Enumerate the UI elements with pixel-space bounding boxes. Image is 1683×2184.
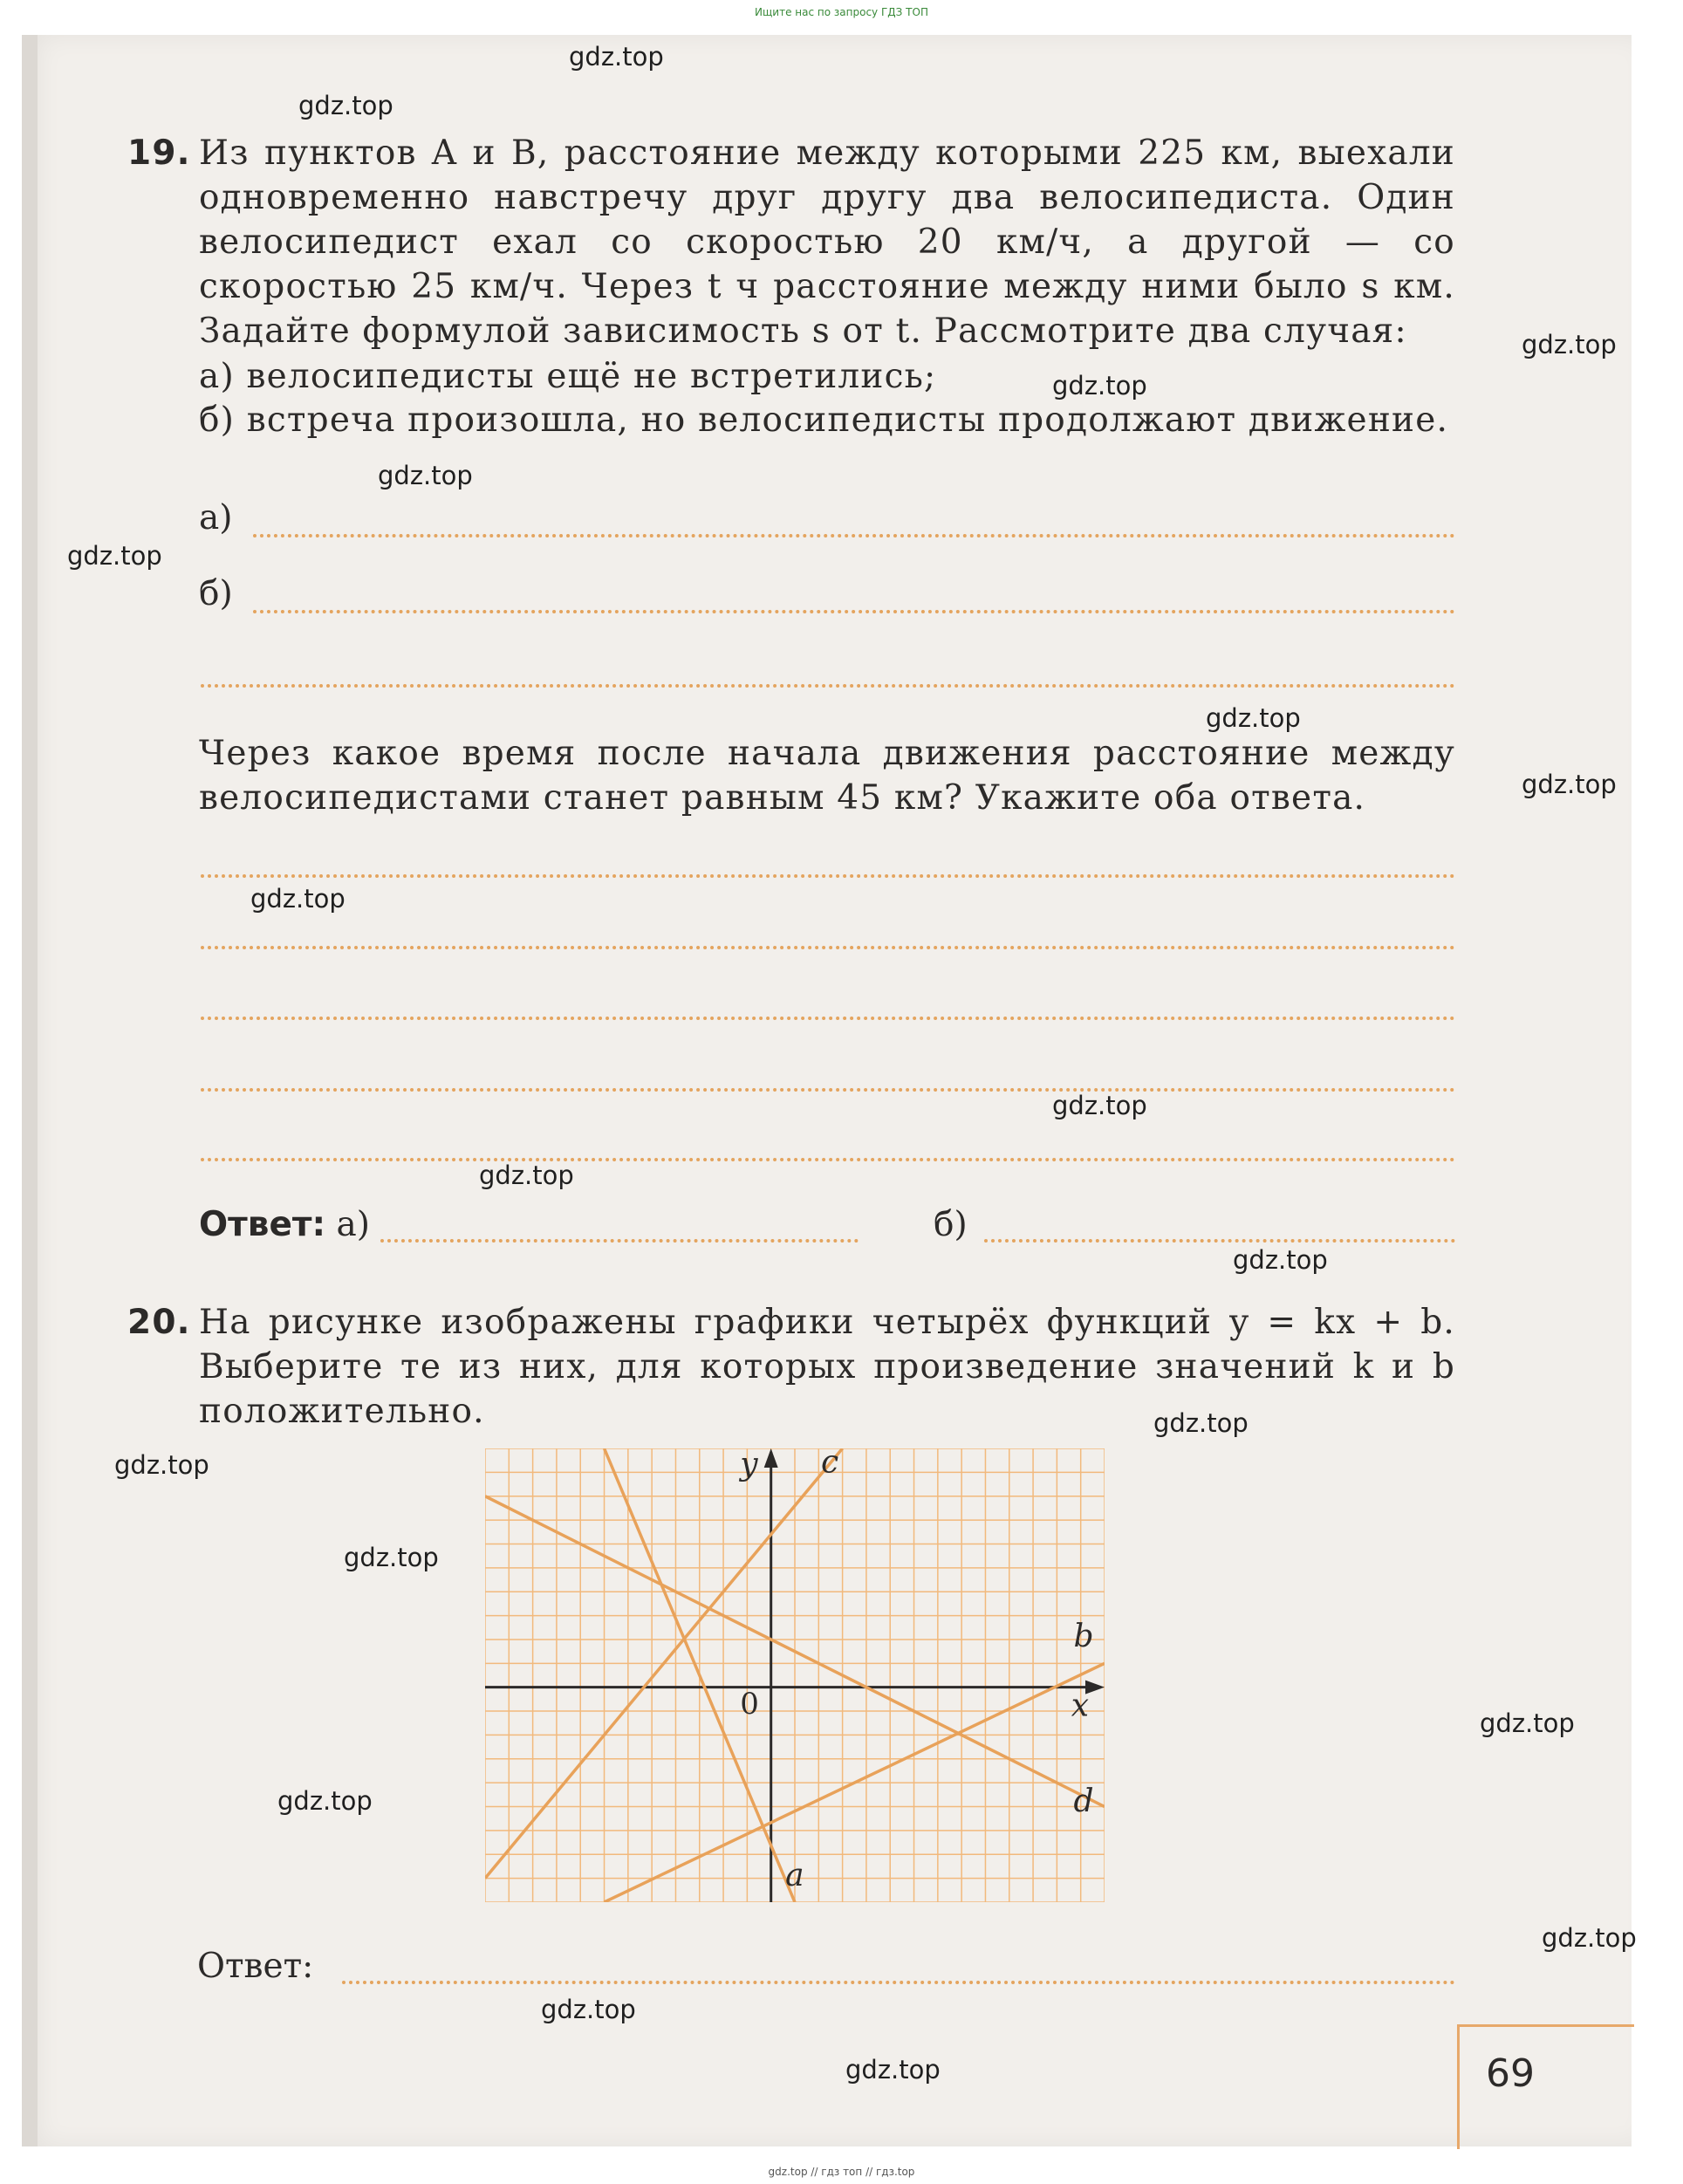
answer-line[interactable] <box>253 534 1455 537</box>
answer-line[interactable] <box>201 684 1455 688</box>
watermark: gdz.top <box>344 1543 439 1572</box>
watermark: gdz.top <box>845 2055 941 2085</box>
watermark: gdz.top <box>378 461 473 490</box>
watermark: gdz.top <box>1522 770 1617 799</box>
line-label-c: c <box>821 1448 839 1481</box>
y-axis-label: y <box>740 1448 758 1483</box>
problem-19-number: 19. <box>127 134 191 173</box>
problem-19-question: Через какое время после начала движения расстояние между велосипедистами станет равным 45 км? Укажите оба ответа. <box>199 734 1455 818</box>
answer-line[interactable] <box>201 1088 1455 1092</box>
watermark: gdz.top <box>250 884 345 914</box>
watermark: gdz.top <box>67 541 162 571</box>
problem-19-case-a: а) велосипедисты ещё не встретились; <box>199 357 937 396</box>
graph-svg <box>485 1448 1105 1902</box>
line-label-d: d <box>1073 1783 1094 1819</box>
watermark: gdz.top <box>1206 703 1301 733</box>
watermark: gdz.top <box>479 1160 574 1190</box>
top-note: Ищите нас по запросу ГДЗ ТОП <box>755 6 928 18</box>
answer-a-label: а) <box>199 498 233 537</box>
watermark: gdz.top <box>1153 1408 1249 1438</box>
y-axis-arrow <box>764 1448 778 1468</box>
x-axis-label: x <box>1071 1688 1090 1724</box>
page-number: 69 <box>1486 2051 1535 2096</box>
answer-b-line[interactable] <box>984 1239 1455 1243</box>
watermark: gdz.top <box>1542 1923 1637 1953</box>
page-number-box <box>1457 2024 1634 2149</box>
answer-a-label: а) <box>336 1205 370 1244</box>
problem-20-text: На рисунке изображены графики четырёх функций y = kx + b. Выберите те из них, для которых произведение значений k и b положительно. <box>199 1303 1455 1431</box>
answer-b-label: б) <box>199 574 233 613</box>
line-label-a: a <box>785 1857 804 1893</box>
answer-line[interactable] <box>342 1981 1455 1984</box>
problem-19-case-b: б) встреча произошла, но велосипедисты продолжают движение. <box>199 401 1449 440</box>
watermark: gdz.top <box>1480 1708 1575 1738</box>
line-label-b: b <box>1073 1619 1094 1655</box>
answer-label: Ответ: <box>197 1947 314 1986</box>
watermark: gdz.top <box>298 91 393 120</box>
watermark: gdz.top <box>1052 371 1147 401</box>
watermark: gdz.top <box>277 1786 373 1816</box>
watermark: gdz.top <box>1052 1091 1147 1120</box>
problem-20-number: 20. <box>127 1303 191 1342</box>
answer-line[interactable] <box>201 1017 1455 1020</box>
answer-a-line[interactable] <box>380 1239 859 1243</box>
book-spine-shadow <box>22 35 38 2146</box>
watermark: gdz.top <box>1233 1245 1328 1275</box>
problem-19-text: Из пунктов A и B, расстояние между которыми 225 км, выехали одновременно навстречу друг другу два велосипедиста. Один велосипедист ехал со скоростью 20 км/ч, а другой — со скоростью 25 км/ч. Через t ч расстояние между ними было s км. Задайте формулой зависимость s от t. Рассмотрите два случая: <box>199 134 1455 351</box>
function-graph <box>485 1448 1105 1902</box>
watermark: gdz.top <box>541 1995 636 2024</box>
answer-line[interactable] <box>253 610 1455 613</box>
answer-line[interactable] <box>201 1158 1455 1161</box>
answer-label: Ответ: <box>199 1205 326 1244</box>
watermark: gdz.top <box>114 1450 209 1480</box>
answer-b-label: б) <box>934 1205 968 1244</box>
bottom-note: gdz.top // гдз топ // гдз.top <box>768 2166 915 2178</box>
origin-label: 0 <box>740 1686 759 1722</box>
watermark: gdz.top <box>1522 330 1617 359</box>
answer-line[interactable] <box>201 874 1455 878</box>
answer-line[interactable] <box>201 946 1455 949</box>
watermark: gdz.top <box>569 42 664 72</box>
